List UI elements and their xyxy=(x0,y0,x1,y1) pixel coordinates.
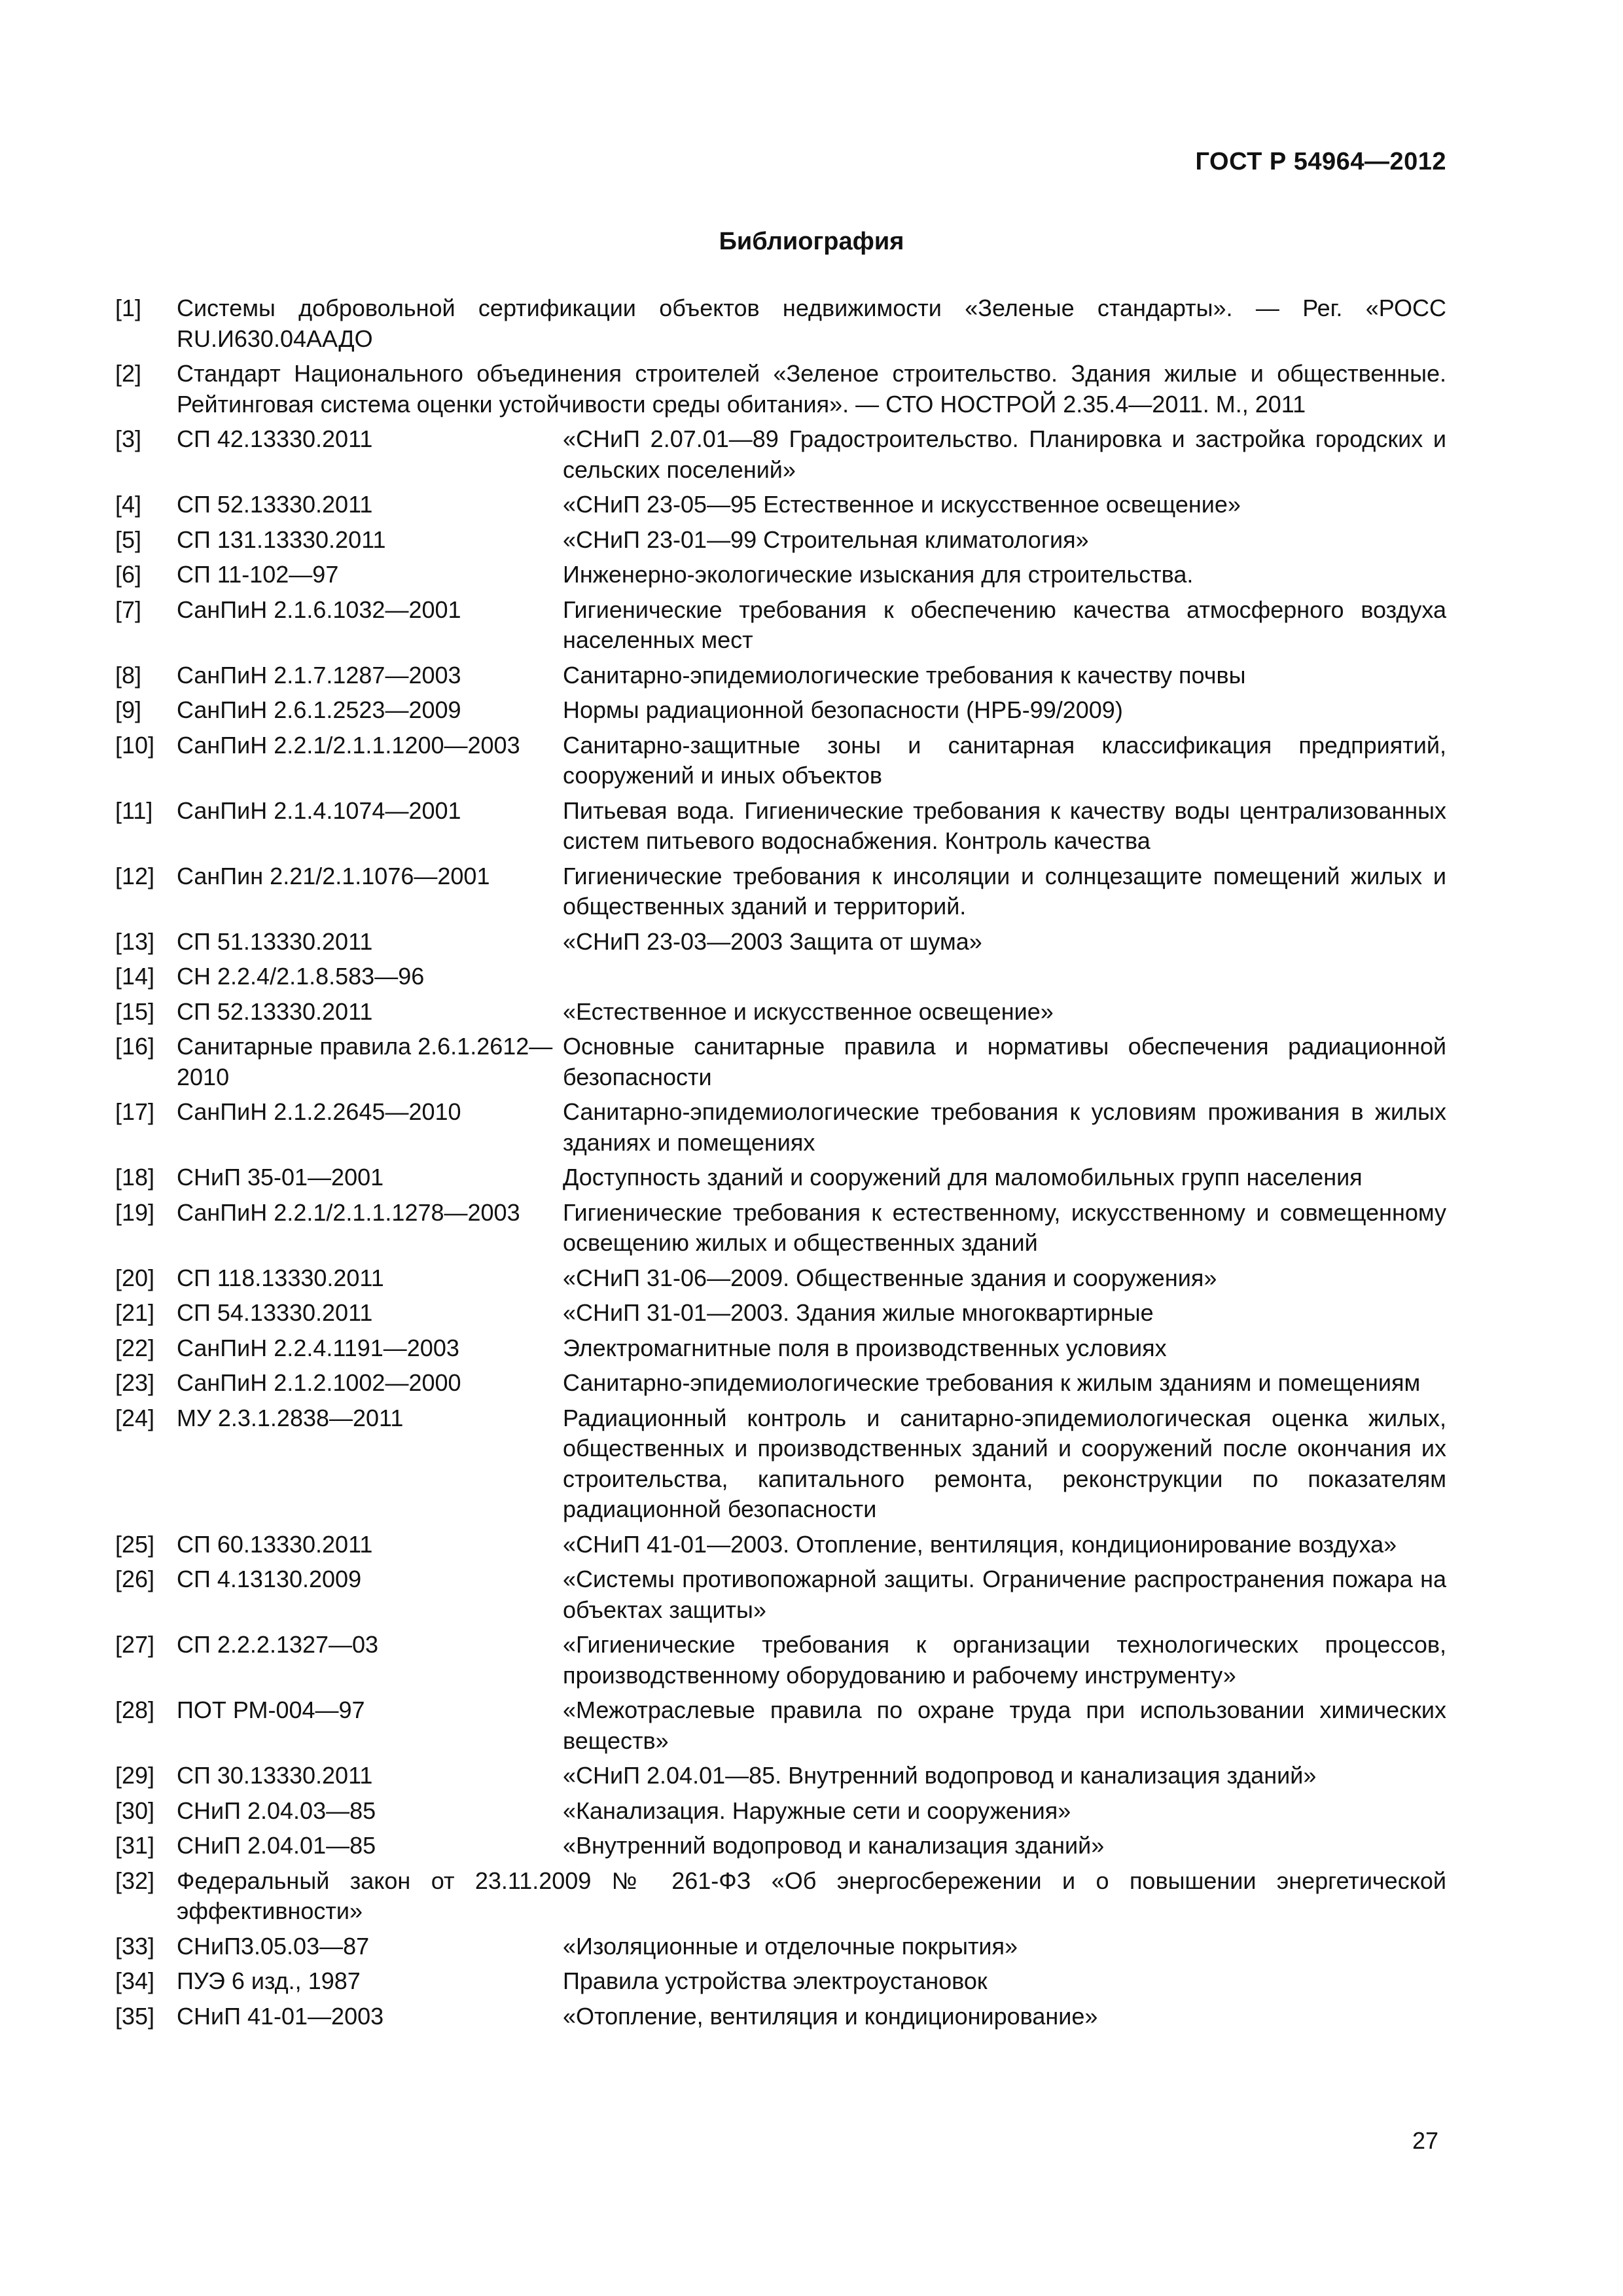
entry-code: СП 54.13330.2011 xyxy=(177,1299,373,1326)
bibliography-entry xyxy=(115,560,1446,590)
entry-number: [5] xyxy=(115,526,142,553)
entry-description: «СНиП 31-01—2003. Здания жилые многоквартирные xyxy=(563,1299,1154,1326)
entry-number: [25] xyxy=(115,1530,155,1558)
bibliography-entry xyxy=(115,1695,1446,1756)
entry-code: СНиП 2.04.01—85 xyxy=(177,1832,376,1859)
entry-number: [1] xyxy=(115,295,142,321)
entry-code: СП 52.13330.2011 xyxy=(177,491,373,518)
bibliography-entry xyxy=(115,1263,1446,1294)
entry-code: СНиП 41-01—2003 xyxy=(177,2002,384,2030)
bibliography-entry xyxy=(115,861,1446,922)
entry-number: [24] xyxy=(115,1404,155,1431)
entry-description: «СНиП 2.07.01—89 Градостроительство. Планировка и застройка городских и сельских поселений» xyxy=(563,425,1446,483)
entry-text: Федеральный закон от 23.11.2009 № 261-ФЗ «Об энергосбережении и о повышении энергетической эффективности» xyxy=(177,1867,1446,1924)
entry-code: СанПиН 2.1.7.1287—2003 xyxy=(177,661,461,689)
bibliography-entry xyxy=(115,997,1446,1028)
entry-code: СанПиН 2.1.6.1032—2001 xyxy=(177,596,461,623)
entry-code: СП 42.13330.2011 xyxy=(177,425,373,452)
bibliography-entry xyxy=(115,1866,1446,1927)
entry-number: [30] xyxy=(115,1797,155,1824)
entry-code: ПУЭ 6 изд., 1987 xyxy=(177,1967,361,1994)
entry-number: [2] xyxy=(115,360,142,387)
page-number: 27 xyxy=(1412,2127,1438,2154)
bibliography-entry xyxy=(115,961,1446,992)
entry-description: Правила устройства электроустановок xyxy=(563,1967,988,1994)
entry-number: [13] xyxy=(115,927,155,955)
entry-description: Питьевая вода. Гигиенические требования к качеству воды централизованных систем питьевого водоснабжения. Контроль качества xyxy=(563,797,1446,854)
entry-description: «СНиП 23-05—95 Естественное и искусственное освещение» xyxy=(563,491,1241,518)
bibliography-entry xyxy=(115,1831,1446,1861)
entry-number: [9] xyxy=(115,696,142,723)
entry-description: «Внутренний водопровод и канализация зданий» xyxy=(563,1832,1105,1859)
entry-number: [27] xyxy=(115,1631,155,1658)
entry-number: [4] xyxy=(115,491,142,518)
entry-description: «СНиП 41-01—2003. Отопление, вентиляция, кондиционирование воздуха» xyxy=(563,1530,1397,1558)
entry-description: Гигиенические требования к инсоляции и солнцезащите помещений жилых и общественных зданий и территорий. xyxy=(563,862,1446,920)
entry-text: Стандарт Национального объединения строителей «Зеленое строительство. Здания жилые и общественные. Рейтинговая система оценки устойчивости среды обитания». — СТО НОСТРОЙ 2.35.4—2011. М., 2011 xyxy=(177,360,1446,418)
entry-code: СП 52.13330.2011 xyxy=(177,997,373,1025)
entry-number: [29] xyxy=(115,1762,155,1789)
entry-description: «Межотраслевые правила по охране труда при использовании химических веществ» xyxy=(563,1696,1446,1754)
entry-number: [18] xyxy=(115,1164,155,1191)
entry-number: [28] xyxy=(115,1696,155,1723)
entry-number: [26] xyxy=(115,1566,155,1592)
entry-code: СанПиН 2.2.1/2.1.1.1278—2003 xyxy=(177,1198,520,1226)
entry-number: [33] xyxy=(115,1932,155,1960)
entry-number: [34] xyxy=(115,1967,155,1994)
entry-code: СП 2.2.2.1327—03 xyxy=(177,1631,379,1658)
entry-code: СанПин 2.21/2.1.1076—2001 xyxy=(177,862,490,889)
entry-code: ПОТ РМ-004—97 xyxy=(177,1696,365,1723)
entry-description: «Системы противопожарной защиты. Ограничение распространения пожара на объектах защиты» xyxy=(563,1566,1446,1623)
entry-description: «Естественное и искусственное освещение» xyxy=(563,997,1054,1025)
entry-description: Гигиенические требования к естественному, искусственному и совмещенному освещению жилых и общественных зданий xyxy=(563,1198,1446,1256)
entry-description: Основные санитарные правила и нормативы обеспечения радиационной безопасности xyxy=(563,1033,1446,1090)
entry-description: «Отопление, вентиляция и кондиционирование» xyxy=(563,2002,1098,2030)
entry-description: Гигиенические требования к обеспечению качества атмосферного воздуха населенных мест xyxy=(563,596,1446,653)
entry-number: [31] xyxy=(115,1832,155,1859)
entry-description: «Изоляционные и отделочные покрытия» xyxy=(563,1932,1018,1960)
bibliography-entry xyxy=(115,595,1446,656)
entry-description: «СНиП 23-01—99 Строительная климатология» xyxy=(563,526,1089,553)
bibliography-list xyxy=(115,293,1446,2036)
entry-code: СанПиН 2.1.2.1002—2000 xyxy=(177,1369,461,1396)
entry-description: «СНиП 2.04.01—85. Внутренний водопровод и канализация зданий» xyxy=(563,1762,1317,1789)
entry-description: «Канализация. Наружные сети и сооружения» xyxy=(563,1797,1071,1824)
entry-number: [3] xyxy=(115,425,142,452)
bibliography-entry xyxy=(115,927,1446,958)
entry-description: Инженерно-экологические изыскания для строительства. xyxy=(563,561,1194,588)
document-designation: ГОСТ Р 54964—2012 xyxy=(1195,148,1446,175)
bibliography-entry xyxy=(115,490,1446,520)
bibliography-entry xyxy=(115,1198,1446,1259)
bibliography-entry xyxy=(115,1403,1446,1525)
entry-number: [10] xyxy=(115,731,155,759)
entry-number: [11] xyxy=(115,797,153,824)
entry-code: СанПиН 2.1.2.2645—2010 xyxy=(177,1098,461,1125)
bibliography-entry xyxy=(115,1630,1446,1691)
entry-code: СП 118.13330.2011 xyxy=(177,1264,384,1291)
entry-description: «СНиП 31-06—2009. Общественные здания и сооружения» xyxy=(563,1264,1217,1291)
bibliography-entry xyxy=(115,1796,1446,1827)
entry-code: Санитарные правила 2.6.1.2612—2010 xyxy=(177,1033,553,1090)
entry-text: Системы добровольной сертификации объектов недвижимости «Зеленые стандарты». — Рег. «РОСС RU.И630.04ААДО xyxy=(177,295,1446,352)
bibliography-entry xyxy=(115,424,1446,485)
entry-description: Санитарно-эпидемиологические требования к качеству почвы xyxy=(563,661,1246,689)
entry-number: [8] xyxy=(115,661,142,689)
bibliography-entry xyxy=(115,1162,1446,1193)
bibliography-entry xyxy=(115,1097,1446,1158)
entry-number: [32] xyxy=(115,1867,155,1894)
bibliography-entry xyxy=(115,2001,1446,2032)
entry-code: СНиП 35-01—2001 xyxy=(177,1164,384,1191)
entry-description: Радиационный контроль и санитарно-эпидемиологическая оценка жилых, общественных и производственных зданий и сооружений после окончания их строительства, капитального ремонта, реконструкции по показателям радиационной безопасности xyxy=(563,1404,1446,1522)
entry-number: [20] xyxy=(115,1264,155,1291)
bibliography-entry xyxy=(115,1966,1446,1997)
section-title: Библиография xyxy=(719,228,904,255)
bibliography-entry xyxy=(115,1761,1446,1791)
entry-description: Нормы радиационной безопасности (НРБ-99/2009) xyxy=(563,696,1123,723)
bibliography-entry xyxy=(115,1530,1446,1560)
entry-code: СН 2.2.4/2.1.8.583—96 xyxy=(177,963,425,990)
entry-number: [17] xyxy=(115,1098,155,1125)
entry-number: [6] xyxy=(115,561,142,588)
bibliography-entry xyxy=(115,1368,1446,1399)
bibliography-entry xyxy=(115,1031,1446,1092)
bibliography-entry xyxy=(115,730,1446,791)
entry-description: Электромагнитные поля в производственных условиях xyxy=(563,1334,1167,1361)
entry-code: СП 131.13330.2011 xyxy=(177,526,386,553)
bibliography-entry xyxy=(115,1931,1446,1962)
entry-number: [19] xyxy=(115,1198,155,1226)
bibliography-entry xyxy=(115,293,1446,354)
entry-description: Доступность зданий и сооружений для маломобильных групп населения xyxy=(563,1164,1363,1191)
entry-code: СП 60.13330.2011 xyxy=(177,1530,373,1558)
entry-number: [12] xyxy=(115,862,155,889)
entry-code: СНиП3.05.03—87 xyxy=(177,1932,370,1960)
entry-code: СП 51.13330.2011 xyxy=(177,927,373,955)
entry-description: Санитарно-эпидемиологические требования к жилым зданиям и помещениям xyxy=(563,1369,1421,1396)
entry-description: Санитарно-эпидемиологические требования к условиям проживания в жилых зданиях и помещениях xyxy=(563,1098,1446,1156)
entry-number: [7] xyxy=(115,596,142,623)
entry-description xyxy=(563,961,1446,992)
entry-code: СП 30.13330.2011 xyxy=(177,1762,373,1789)
entry-number: [21] xyxy=(115,1299,155,1326)
bibliography-entry xyxy=(115,796,1446,857)
bibliography-entry xyxy=(115,1298,1446,1329)
bibliography-entry xyxy=(115,695,1446,726)
entry-code: СП 4.13130.2009 xyxy=(177,1566,362,1592)
entry-description: «Гигиенические требования к организации технологических процессов, производственному оборудованию и рабочему инструменту» xyxy=(563,1631,1446,1689)
entry-number: [23] xyxy=(115,1369,155,1396)
bibliography-entry xyxy=(115,660,1446,691)
entry-code: СанПиН 2.6.1.2523—2009 xyxy=(177,696,461,723)
bibliography-entry xyxy=(115,1333,1446,1364)
entry-code: СанПиН 2.1.4.1074—2001 xyxy=(177,797,461,824)
entry-code: СНиП 2.04.03—85 xyxy=(177,1797,376,1824)
entry-code: СанПиН 2.2.1/2.1.1.1200—2003 xyxy=(177,731,520,759)
entry-number: [14] xyxy=(115,963,155,990)
entry-number: [22] xyxy=(115,1334,155,1361)
entry-code: СП 11-102—97 xyxy=(177,561,339,588)
entry-code: СанПиН 2.2.4.1191—2003 xyxy=(177,1334,459,1361)
entry-number: [16] xyxy=(115,1033,155,1060)
entry-number: [15] xyxy=(115,997,155,1025)
entry-description: Санитарно-защитные зоны и санитарная классификация предприятий, сооружений и иных объектов xyxy=(563,731,1446,789)
bibliography-entry xyxy=(115,359,1446,420)
entry-code: МУ 2.3.1.2838—2011 xyxy=(177,1404,404,1431)
entry-description: «СНиП 23-03—2003 Защита от шума» xyxy=(563,927,982,955)
entry-number: [35] xyxy=(115,2002,155,2030)
bibliography-entry xyxy=(115,1564,1446,1625)
bibliography-entry xyxy=(115,525,1446,556)
